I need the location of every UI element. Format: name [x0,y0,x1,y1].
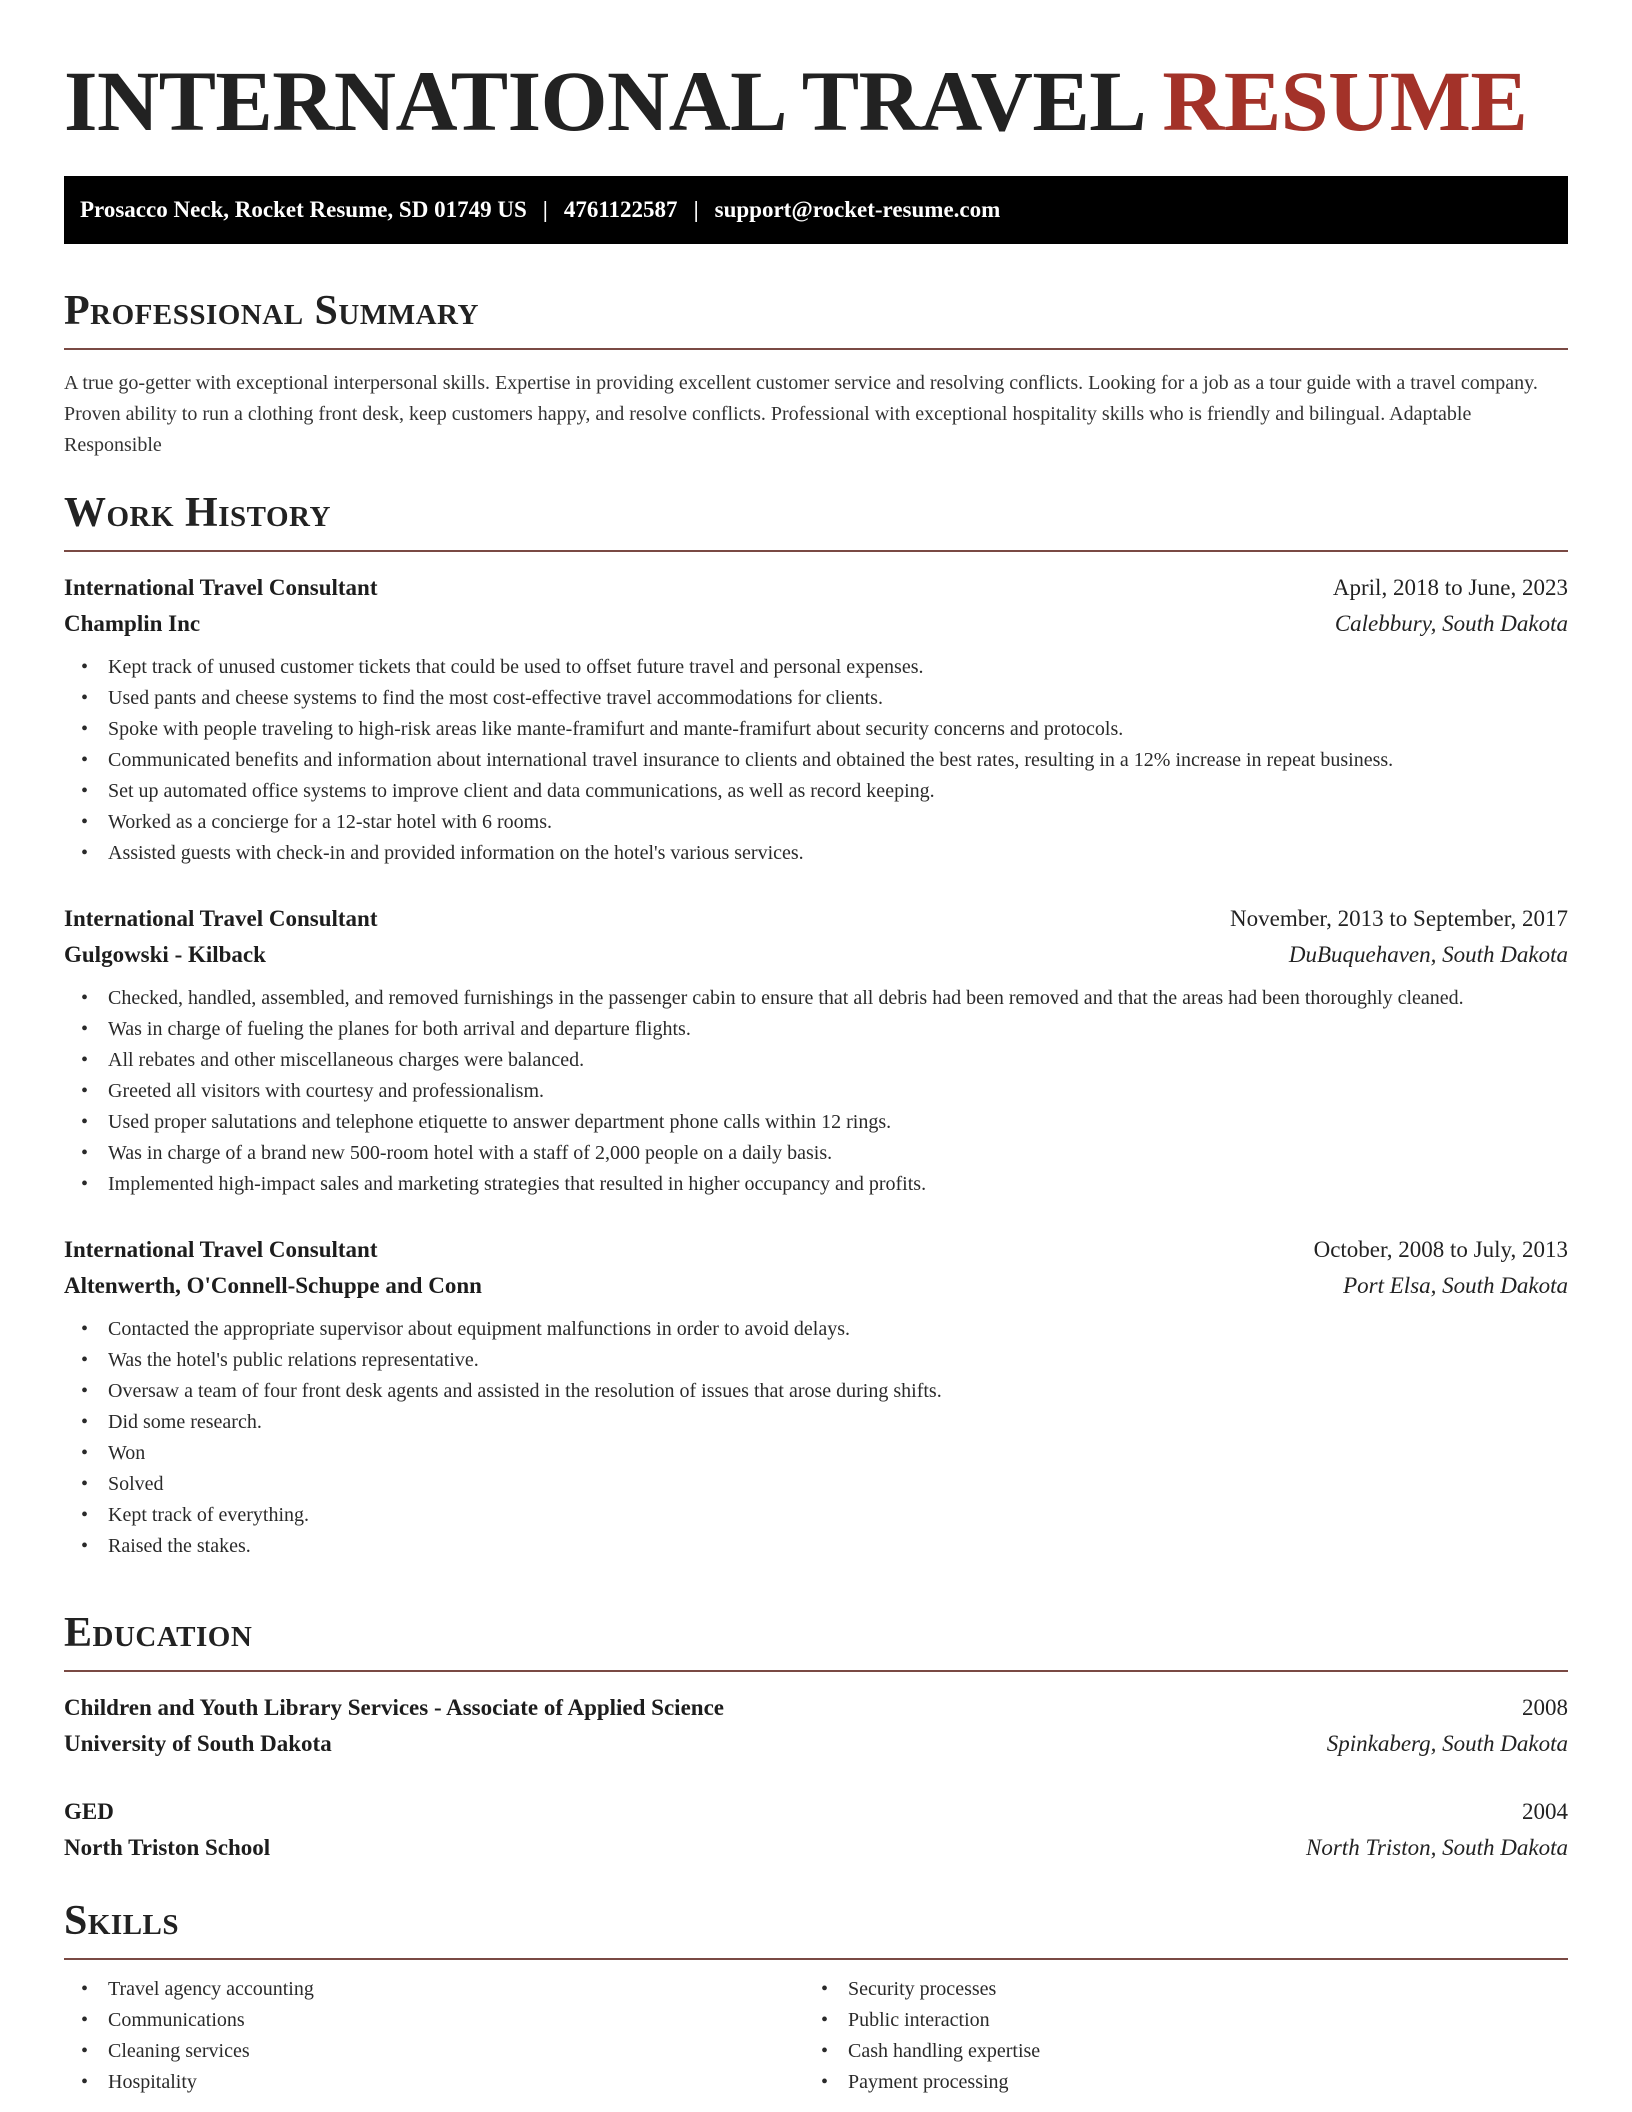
list-item: • Public interaction [804,2005,1544,2036]
contact-email[interactable]: support@rocket-resume.com [714,197,1001,222]
job-entry [64,901,1568,1200]
job-location: Port Elsa, South Dakota [1343,1273,1568,1298]
job-title: International Travel Consultant [64,575,378,600]
list-item: • Payment processing [804,2067,1544,2098]
list-item: • Cleaning services [64,2036,804,2067]
list-item: • Kept track of unused customer tickets that could be used to offset future travel and personal expenses. [64,652,1568,683]
list-item: • Cash handling expertise [804,2036,1544,2067]
job-entry [64,1232,1568,1562]
list-item: • Oversaw a team of four front desk agents and assisted in the resolution of issues that arose during shifts. [64,1376,1568,1407]
job-dates: April, 2018 to June, 2023 [1332,575,1568,600]
list-item: • Solved [64,1469,1568,1500]
contact-separator: | [542,197,548,222]
job-header-row [64,1232,1568,1268]
education-school-row [64,1726,1568,1762]
education-year: 2004 [1522,1799,1568,1824]
list-item: • Kept track of everything. [64,1500,1568,1531]
list-item: • Communicated benefits and information about international travel insurance to clients and obtained the best rates, resulting in a 12% increase in repeat business. [64,745,1568,776]
job-location: Calebbury, South Dakota [1334,611,1568,636]
list-item: • Communications [64,2005,804,2036]
list-item: • Used proper salutations and telephone etiquette to answer department phone calls within 12 rings. [64,1107,1568,1138]
contact-separator: | [693,197,699,222]
list-item: • Did some research. [64,1407,1568,1438]
list-item: • Hospitality [64,2067,804,2098]
list-item: • Travel agency accounting [64,1974,804,2005]
summary-heading: Professional Summary [64,290,1568,350]
job-dates: October, 2008 to July, 2013 [1313,1237,1568,1262]
education-degree: GED [64,1799,114,1824]
job-company: Altenwerth, O'Connell-Schuppe and Conn [64,1273,482,1298]
list-item: • Contacted the appropriate supervisor about equipment malfunctions in order to avoid delays. [64,1314,1568,1345]
job-bullets [64,652,1568,869]
work-history-heading: Work History [64,492,1568,552]
list-item: • Was the hotel's public relations representative. [64,1345,1568,1376]
education-year: 2008 [1522,1695,1568,1720]
summary-text: A true go-getter with exceptional interpersonal skills. Expertise in providing excellent customer service and resolving conflicts. Looking for a job as a tour guide with a travel company. Proven ability to run a clothing front desk, keep customers happy, and resolve conflicts. Professional with exceptional hospitality skills who is friendly and bilingual. Adaptable Responsible [64,372,1538,456]
education-header-row [64,1690,1568,1726]
title-main: INTERNATIONAL TRAVEL [64,53,1142,149]
education-degree: Children and Youth Library Services - Associate of Applied Science [64,1695,724,1720]
list-item: • Implemented high-impact sales and marketing strategies that resulted in higher occupancy and profits. [64,1169,1568,1200]
list-item: • Was in charge of fueling the planes for both arrival and departure flights. [64,1014,1568,1045]
education-school-row [64,1830,1568,1866]
skills-list-left [64,1974,804,2098]
education-header-row [64,1794,1568,1830]
education-school: North Triston School [64,1835,271,1860]
job-company-row [64,937,1568,973]
job-header-row [64,570,1568,606]
education-location: North Triston, South Dakota [1306,1835,1568,1860]
job-location: DuBuquehaven, South Dakota [1288,942,1568,967]
list-item: • Worked as a concierge for a 12-star hotel with 6 rooms. [64,807,1568,838]
list-item: • Used pants and cheese systems to find the most cost-effective travel accommodations for clients. [64,683,1568,714]
list-item: • Greeted all visitors with courtesy and professionalism. [64,1076,1568,1107]
list-item: • Set up automated office systems to improve client and data communications, as well as record keeping. [64,776,1568,807]
education-location: Spinkaberg, South Dakota [1326,1731,1568,1756]
education-entry [64,1794,1568,1866]
list-item: • Checked, handled, assembled, and removed furnishings in the passenger cabin to ensure that all debris had been removed and that the areas had been thoroughly cleaned. [64,983,1568,1014]
education-entry [64,1690,1568,1762]
list-item: • Security processes [804,1974,1544,2005]
skills-heading: Skills [64,1900,1568,1960]
list-item: • All rebates and other miscellaneous charges were balanced. [64,1045,1568,1076]
job-title: International Travel Consultant [64,1237,378,1262]
skills-section [64,1900,1568,2098]
resume-title [64,53,1528,149]
contact-address: Prosacco Neck, Rocket Resume, SD 01749 US [80,197,527,222]
list-item: • Won [64,1438,1568,1469]
list-item: • Assisted guests with check-in and provided information on the hotel's various services. [64,838,1568,869]
job-bullets [64,1314,1568,1562]
skills-list-right [804,1974,1544,2098]
skills-grid [64,1974,1568,2098]
job-dates: November, 2013 to September, 2017 [1230,906,1568,931]
job-bullets [64,983,1568,1200]
job-header-row [64,901,1568,937]
summary-section [64,290,1568,461]
title-accent: RESUME [1162,53,1528,149]
work-history-section [64,492,1568,1562]
list-item: • Spoke with people traveling to high-risk areas like mante-framifurt and mante-framifurt about security concerns and protocols. [64,714,1568,745]
job-entry [64,570,1568,869]
education-section [64,1612,1568,1866]
job-company-row [64,1268,1568,1304]
job-company-row [64,606,1568,642]
education-heading: Education [64,1612,1568,1672]
contact-bar [64,176,1568,244]
job-company: Gulgowski - Kilback [64,942,266,967]
list-item: • Was in charge of a brand new 500-room hotel with a staff of 2,000 people on a daily basis. [64,1138,1568,1169]
contact-phone: 4761122587 [563,197,678,222]
education-school: University of South Dakota [64,1731,332,1756]
list-item: • Raised the stakes. [64,1531,1568,1562]
job-title: International Travel Consultant [64,906,378,931]
job-company: Champlin Inc [64,611,201,636]
